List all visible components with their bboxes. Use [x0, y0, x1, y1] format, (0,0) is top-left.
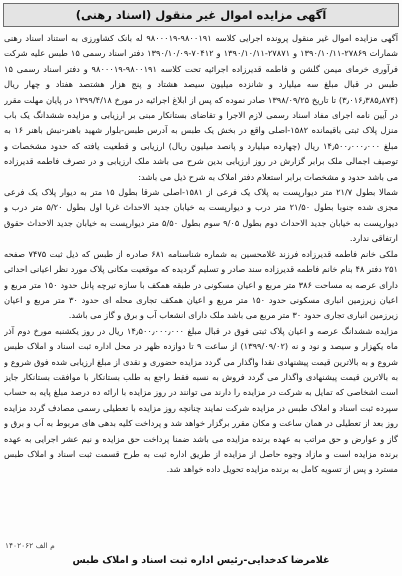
- notice-paragraph: آگهی مزایده اموال غیر منقول پرونده اجرایی کلاسه ۹۸۰۰۱۹۱-۹۸۰۰۰۱۹ له بانک کشاورزی به استناد اسناد رهنی شمارات ۲۷۸۶۹-۱۳۹۰/۱۰/۱۱ و ۲۷۸۷۱-۱۳۹۰/۱۰/۱۱ و ۷۰۴۱۲-۱۳۹۰/۱۰/۰۹ دفتر اسناد رسمی ۱۵ طبس علیه شرکت فرآوری خرمای میمن گلشن و فاطمه قدیرزاده اجرائیه تحت کلاسه ۹۸۰۰۱۹۱-۹۸۰۰۰۱۹ و دفتر اسناد رسمی ۱۵ طبس در قبال مبلغ سه میلیارد و شانزده میلیون سیصد هشتاد و پنج هزار هشتصد هفتاد و چهار ریال (۳٫۰۱۶٫۳۸۵٫۸۷۴) تا تاریخ ۱۳۹۸/۰۹/۲۵ صادر نموده که پس از ابلاغ اجرائیه در مورخ ۱۳۹۹/۴/۱۸ در پایان مهلت مقرر در آیین نامه اجرای مفاد اسناد رسمی لازم الاجرا و تقاضای بستانکار مبنی بر ارزیابی و مزایده ششدانگ یک باب منزل پلاک ثبتی باقیمانده ۱۵۸۲-اصلی واقع در بخش یک طبس به آدرس طبس-بلوار شهید باهنر-نبش باهنر ۱۶ به مبلغ ۱۴٫۵۰۰٫۰۰۰٫۰۰۰ ریال (چهارده میلیارد و پانصد میلیون ریال) ارزیابی و قطعیت یافته که حدود مشخصات و توصیف اجمالی ملک برابر گزارش در روز ارزیابی بدین شرح می باشد ملک ارزیابی و در تصرف فاطمه قدیرزاده می باشد حدود و مشخصات برابر استعلام دفتر املاک به شرح ذیل می باشد:: [4, 33, 398, 182]
- notice-reference-code: م الف ۱۴۰۲۰۶۲: [5, 541, 55, 550]
- signature-text: غلامرضا کدخدایی-رئیس اداره ثبت اسناد و املاک طبس: [72, 554, 330, 566]
- notice-signature: [0, 550, 402, 570]
- notice-title-box: [3, 3, 399, 27]
- notice-paragraph: ملکی خانم فاطمه قدیرزاده فرزند غلامحسین به شماره شناسنامه ۶۸۱ صادره از طبس که ذیل ثبت ۷۴۷۵ صفحه ۲۵۱ دفتر ۴۸ بنام خانم فاطمه قدیرزاده سند صادر و تسلیم گردیده که موقعیت مکانی پلاک مورد نظر اعیانی احداثی دارای عرصه به مساحت ۳۸۶ متر مربع و اعیان مسکونی در طبقه همکف با سازه تیرچه پانل حدود ۱۵۰ متر مربع و اعیان زیرزمین انباری مسکونی حدود ۱۵۰ متر مربع و اعیان همکف تجاری محله ای حدود ۳۰ متر مربع و اعیان زیرزمین انباری تجاری حدود ۳۰ متر مربع می باشد ملک دارای انشعاب آب و برق و گاز می باشد.: [4, 248, 398, 321]
- notice-paragraph: شمالا بطول ۲۱/۷ متر دیوارپست به پلاک یک فرعی از ۱۵۸۱-اصلی شرقا بطول ۱۵ متر به دیوار پلاک یک فرعی مجزی شده جنوبا بطول ۲۱/۵۰ متر درب و دیوارپست به خیابان جدید الاحداث غربا اول بطول ۵/۲۰ متر درب و دیوارپست به خیابان جدید الاحداث دوم بطول ۹/۰۵ سوم بطول ۵/۵۰ متر دیوارپست به خیابان جدید الاحداث حقوق ارتفاقی ندارد.: [4, 187, 398, 244]
- notice-paragraph: مزایده ششدانگ عرصه و اعیان پلاک ثبتی فوق در قبال مبلغ ۱۴٫۵۰۰٫۰۰۰٫۰۰۰ ریال در روز یکشنبه مورخ دوم آذر ماه یکهزار و سیصد و نود و نه (۱۳۹۹/۰۹/۰۲) از ساعت ۹ تا دوازده ظهر در محل اداره ثبت اسناد و املاک طبس شروع و به بالاترین قیمت پیشنهادی نقدا واگذار می گردد مزایده حضوری و نقدی از مبلغ ارزیابی شده فوق شروع و به بالاترین قیمت پیشنهادی واگذار می گردد فروش به نسبه فقط راجع به طلب بستانکار با موافقت بستانکار جایز است اشخاصی که تمایل به شرکت در مزایده را دارند می توانند در روز مزایده با ارائه ده درصد مبلغ پایه به حساب سپرده ثبت اسناد و املاک طبس در مزایده شرکت نمایند چنانچه روز مزایده با تعطیلی رسمی مصادف گردد مزایده روز بعد از تعطیلی در همان ساعت و مکان مقرر برگزار خواهد شد و پرداخت کلیه بدهی های مربوط به آب و برق و گاز و عوارض و حق مراتب به عهده برنده مزایده می باشد ضمنا پرداخت حق مزایده و نیم عشر اجرایی به عهده برنده مزایده است و مازاد وجوه حاصل از مزایده از طریق اداره ثبت به طرح قسمت ثبت اسناد و املاک طبس مسترد و پس از تسویه کامل به برنده مزایده تحویل داده خواهد شد.: [4, 325, 398, 475]
- notice-title: آگهی مزایده اموال غیر منقول (اسناد رهنی): [75, 8, 327, 22]
- notice-body: [4, 31, 398, 543]
